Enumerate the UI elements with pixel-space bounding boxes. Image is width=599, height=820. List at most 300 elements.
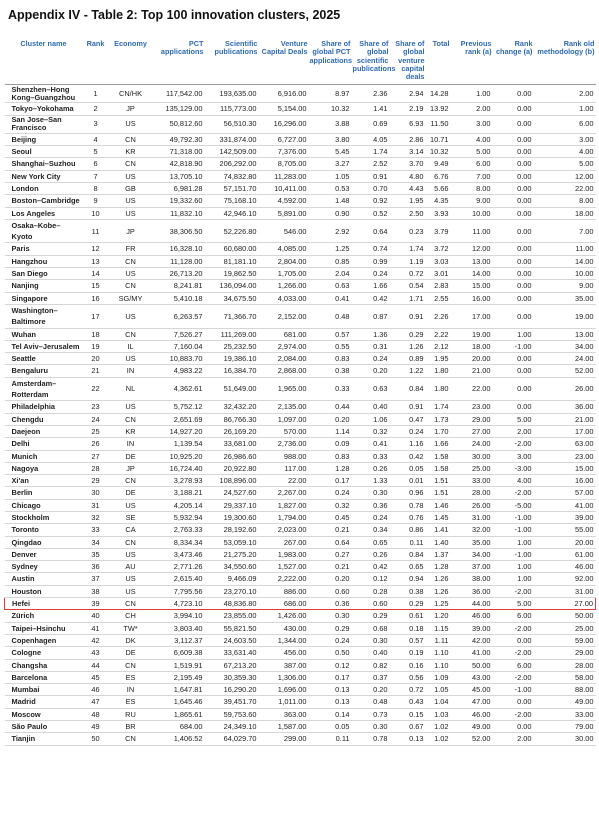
cell-economy: KR <box>109 425 153 437</box>
cell-share-pct: 0.11 <box>309 733 352 745</box>
cell-scientific-publications: 81,181.10 <box>205 255 259 267</box>
cell-share-publications: 0.48 <box>352 696 390 708</box>
table-row <box>5 353 596 365</box>
cell-rank-change: 4.00 <box>493 475 534 487</box>
cell-rank: 44 <box>83 659 109 671</box>
cell-economy: US <box>109 401 153 413</box>
cell-rank-old-methodology: 16.00 <box>534 475 596 487</box>
cell-venture-capital-deals: 1,344.00 <box>259 634 309 646</box>
cell-share-vc: 1.22 <box>390 365 426 377</box>
cell-share-pct: 5.45 <box>309 146 352 158</box>
cell-rank: 24 <box>83 413 109 425</box>
cell-total: 1.95 <box>426 353 451 365</box>
cell-scientific-publications: 60,680.00 <box>205 243 259 255</box>
cell-share-pct: 1.14 <box>309 425 352 437</box>
cell-economy: BR <box>109 721 153 733</box>
cell-scientific-publications: 16,384.70 <box>205 365 259 377</box>
cell-rank: 26 <box>83 438 109 450</box>
cell-pct-applications: 1,645.46 <box>153 696 205 708</box>
cell-venture-capital-deals: 1,011.00 <box>259 696 309 708</box>
cell-rank-change: 6.00 <box>493 610 534 622</box>
cell-share-pct: 0.13 <box>309 684 352 696</box>
cell-rank-old-methodology: 8.00 <box>534 195 596 207</box>
cell-rank-change: 6.00 <box>493 659 534 671</box>
cell-share-publications: 0.24 <box>352 353 390 365</box>
cell-pct-applications: 2,651.69 <box>153 413 205 425</box>
cell-share-pct: 0.63 <box>309 280 352 292</box>
cell-cluster-name: Moscow <box>5 708 83 720</box>
cell-share-pct: 0.36 <box>309 598 352 610</box>
table-row <box>5 708 596 720</box>
cell-share-publications: 0.74 <box>352 243 390 255</box>
cell-venture-capital-deals: 7,376.00 <box>259 146 309 158</box>
cell-rank: 4 <box>83 133 109 145</box>
cell-rank: 42 <box>83 634 109 646</box>
cell-venture-capital-deals: 11,283.00 <box>259 170 309 182</box>
cell-venture-capital-deals: 5,891.00 <box>259 207 309 219</box>
cell-economy: IN <box>109 684 153 696</box>
cell-rank: 39 <box>83 598 109 610</box>
cell-pct-applications: 2,763.33 <box>153 524 205 536</box>
cell-pct-applications: 7,795.56 <box>153 585 205 597</box>
table-row <box>5 425 596 437</box>
cell-scientific-publications: 25,232.50 <box>205 340 259 352</box>
cell-total: 3.79 <box>426 219 451 243</box>
cell-rank-change: 0.00 <box>493 292 534 304</box>
table-row <box>5 622 596 634</box>
cell-rank-change: 0.00 <box>493 268 534 280</box>
cell-rank-old-methodology: 34.00 <box>534 340 596 352</box>
cell-share-pct: 0.85 <box>309 255 352 267</box>
cell-economy: CN <box>109 255 153 267</box>
cell-total: 3.93 <box>426 207 451 219</box>
cell-pct-applications: 13,705.10 <box>153 170 205 182</box>
cell-economy: DE <box>109 647 153 659</box>
cell-share-publications: 0.26 <box>352 548 390 560</box>
cell-share-pct: 0.32 <box>309 499 352 511</box>
cell-previous-rank: 52.00 <box>451 733 493 745</box>
cell-rank: 50 <box>83 733 109 745</box>
cell-scientific-publications: 9,466.09 <box>205 573 259 585</box>
cell-previous-rank: 16.00 <box>451 292 493 304</box>
cell-total: 3.72 <box>426 243 451 255</box>
cell-cluster-name: Boston–Cambridge <box>5 195 83 207</box>
table-row <box>5 207 596 219</box>
cell-rank-change: 0.00 <box>493 721 534 733</box>
table-row <box>5 146 596 158</box>
table-row <box>5 610 596 622</box>
cell-share-pct: 0.21 <box>309 561 352 573</box>
cell-total: 1.66 <box>426 438 451 450</box>
cell-share-publications: 0.60 <box>352 598 390 610</box>
cell-share-vc: 1.16 <box>390 438 426 450</box>
cell-venture-capital-deals: 4,592.00 <box>259 195 309 207</box>
cell-economy: US <box>109 115 153 133</box>
cell-cluster-name: Toronto <box>5 524 83 536</box>
cell-rank-old-methodology: 63.00 <box>534 438 596 450</box>
cell-cluster-name: Chengdu <box>5 413 83 425</box>
cell-share-vc: 4.80 <box>390 170 426 182</box>
cell-previous-rank: 28.00 <box>451 487 493 499</box>
cell-venture-capital-deals: 8,705.00 <box>259 158 309 170</box>
cell-previous-rank: 26.00 <box>451 499 493 511</box>
cell-cluster-name: Austin <box>5 573 83 585</box>
cell-total: 1.45 <box>426 511 451 523</box>
cell-cluster-name: Berlin <box>5 487 83 499</box>
cell-cluster-name: Tokyo–Yokohama <box>5 103 83 115</box>
cell-venture-capital-deals: 2,736.00 <box>259 438 309 450</box>
cell-rank-old-methodology: 3.00 <box>534 133 596 145</box>
cell-venture-capital-deals: 1,965.00 <box>259 377 309 401</box>
cell-scientific-publications: 75,168.10 <box>205 195 259 207</box>
table-row <box>5 450 596 462</box>
cell-rank-change: 0.00 <box>493 243 534 255</box>
cell-scientific-publications: 86,766.30 <box>205 413 259 425</box>
cell-scientific-publications: 74,832.80 <box>205 170 259 182</box>
cell-share-publications: 0.32 <box>352 425 390 437</box>
cell-rank-old-methodology: 35.00 <box>534 292 596 304</box>
cell-cluster-name: Sydney <box>5 561 83 573</box>
cell-previous-rank: 31.00 <box>451 511 493 523</box>
cell-total: 2.22 <box>426 328 451 340</box>
cell-venture-capital-deals: 686.00 <box>259 598 309 610</box>
cell-rank-old-methodology: 10.00 <box>534 268 596 280</box>
table-row <box>5 255 596 267</box>
cell-pct-applications: 5,932.94 <box>153 511 205 523</box>
cell-total: 1.04 <box>426 696 451 708</box>
cell-economy: US <box>109 207 153 219</box>
cell-rank-change: -1.00 <box>493 340 534 352</box>
cell-rank: 27 <box>83 450 109 462</box>
cell-previous-rank: 32.00 <box>451 524 493 536</box>
table-row <box>5 733 596 745</box>
col-header-cluster-name: Cluster name <box>5 40 83 85</box>
col-header-rank: Rank <box>83 40 109 85</box>
cell-pct-applications: 50,812.60 <box>153 115 205 133</box>
table-row <box>5 684 596 696</box>
cell-scientific-publications: 53,059.10 <box>205 536 259 548</box>
cell-rank-change: 1.00 <box>493 561 534 573</box>
table-row <box>5 133 596 145</box>
cell-cluster-name: Xi'an <box>5 475 83 487</box>
cell-pct-applications: 3,473.46 <box>153 548 205 560</box>
cell-previous-rank: 33.00 <box>451 475 493 487</box>
cell-venture-capital-deals: 267.00 <box>259 536 309 548</box>
cell-previous-rank: 50.00 <box>451 659 493 671</box>
cell-share-vc: 3.14 <box>390 146 426 158</box>
cell-rank-old-methodology: 61.00 <box>534 548 596 560</box>
table-row <box>5 158 596 170</box>
cell-share-publications: 2.36 <box>352 85 390 103</box>
cell-share-publications: 1.06 <box>352 413 390 425</box>
cell-share-publications: 0.24 <box>352 511 390 523</box>
cell-scientific-publications: 19,386.10 <box>205 353 259 365</box>
cell-economy: CN <box>109 598 153 610</box>
cell-venture-capital-deals: 2,974.00 <box>259 340 309 352</box>
cell-cluster-name: Cologne <box>5 647 83 659</box>
cell-pct-applications: 7,160.04 <box>153 340 205 352</box>
cell-share-vc: 2.19 <box>390 103 426 115</box>
cell-share-publications: 0.31 <box>352 340 390 352</box>
cell-share-publications: 0.42 <box>352 292 390 304</box>
cell-share-publications: 0.91 <box>352 170 390 182</box>
cell-share-vc: 0.15 <box>390 708 426 720</box>
table-row <box>5 280 596 292</box>
cell-rank-change: -1.00 <box>493 511 534 523</box>
cell-rank-change: 0.00 <box>493 133 534 145</box>
cell-scientific-publications: 26,986.60 <box>205 450 259 462</box>
cell-economy: CA <box>109 524 153 536</box>
cell-venture-capital-deals: 1,097.00 <box>259 413 309 425</box>
cell-cluster-name: Seoul <box>5 146 83 158</box>
cell-venture-capital-deals: 1,696.00 <box>259 684 309 696</box>
cell-pct-applications: 14,927.20 <box>153 425 205 437</box>
cell-pct-applications: 1,139.54 <box>153 438 205 450</box>
cell-share-vc: 0.72 <box>390 684 426 696</box>
cell-rank: 22 <box>83 377 109 401</box>
cell-share-vc: 0.23 <box>390 219 426 243</box>
cell-share-pct: 0.83 <box>309 353 352 365</box>
cell-share-publications: 0.64 <box>352 219 390 243</box>
table-row <box>5 634 596 646</box>
col-header-scientific-publications: Scientific publications <box>205 40 259 85</box>
cell-share-vc: 0.65 <box>390 561 426 573</box>
cell-share-pct: 0.29 <box>309 622 352 634</box>
cell-share-pct: 0.17 <box>309 475 352 487</box>
cell-venture-capital-deals: 988.00 <box>259 450 309 462</box>
table-row <box>5 268 596 280</box>
cell-venture-capital-deals: 2,023.00 <box>259 524 309 536</box>
cell-previous-rank: 1.00 <box>451 85 493 103</box>
cell-economy: DK <box>109 634 153 646</box>
cell-venture-capital-deals: 886.00 <box>259 585 309 597</box>
table-row <box>5 573 596 585</box>
cell-share-pct: 0.48 <box>309 304 352 328</box>
cell-total: 2.55 <box>426 292 451 304</box>
cell-share-pct: 8.97 <box>309 85 352 103</box>
cell-share-publications: 0.40 <box>352 647 390 659</box>
cell-previous-rank: 29.00 <box>451 413 493 425</box>
cell-previous-rank: 46.00 <box>451 610 493 622</box>
cell-cluster-name: Shanghai–Suzhou <box>5 158 83 170</box>
col-header-rank-old-methodology: Rank old methodology (b) <box>534 40 596 85</box>
cell-rank-change: -2.00 <box>493 622 534 634</box>
table-body <box>5 85 596 745</box>
cell-scientific-publications: 48,836.80 <box>205 598 259 610</box>
cell-rank-old-methodology: 58.00 <box>534 671 596 683</box>
cell-economy: ES <box>109 671 153 683</box>
col-header-pct-applications: PCT applications <box>153 40 205 85</box>
cell-share-vc: 0.91 <box>390 304 426 328</box>
cell-economy: US <box>109 304 153 328</box>
cell-scientific-publications: 206,292.00 <box>205 158 259 170</box>
cell-rank-old-methodology: 14.00 <box>534 255 596 267</box>
cell-economy: FR <box>109 243 153 255</box>
col-header-share-pct: Share of global PCT applications <box>309 40 352 85</box>
cell-cluster-name: Barcelona <box>5 671 83 683</box>
cell-venture-capital-deals: 22.00 <box>259 475 309 487</box>
cell-rank-old-methodology: 5.00 <box>534 158 596 170</box>
cell-scientific-publications: 23,270.10 <box>205 585 259 597</box>
cell-economy: JP <box>109 103 153 115</box>
cell-venture-capital-deals: 5,154.00 <box>259 103 309 115</box>
table-row <box>5 487 596 499</box>
cell-rank: 8 <box>83 182 109 194</box>
cell-total: 1.11 <box>426 634 451 646</box>
cell-rank: 28 <box>83 462 109 474</box>
cell-previous-rank: 37.00 <box>451 561 493 573</box>
cell-rank-old-methodology: 79.00 <box>534 721 596 733</box>
cell-cluster-name: Washington–Baltimore <box>5 304 83 328</box>
cell-venture-capital-deals: 387.00 <box>259 659 309 671</box>
table-row <box>5 696 596 708</box>
cell-venture-capital-deals: 10,411.00 <box>259 182 309 194</box>
cell-venture-capital-deals: 2,267.00 <box>259 487 309 499</box>
cell-rank-change: 0.00 <box>493 365 534 377</box>
cell-total: 10.71 <box>426 133 451 145</box>
cell-economy: KR <box>109 146 153 158</box>
cell-previous-rank: 24.00 <box>451 438 493 450</box>
cell-pct-applications: 1,406.52 <box>153 733 205 745</box>
cell-pct-applications: 16,724.40 <box>153 462 205 474</box>
cell-pct-applications: 38,306.50 <box>153 219 205 243</box>
cell-cluster-name: Singapore <box>5 292 83 304</box>
cell-rank-old-methodology: 15.00 <box>534 462 596 474</box>
cell-pct-applications: 3,803.40 <box>153 622 205 634</box>
cell-rank: 14 <box>83 268 109 280</box>
cell-venture-capital-deals: 299.00 <box>259 733 309 745</box>
cell-share-publications: 0.26 <box>352 462 390 474</box>
cell-cluster-name: Madrid <box>5 696 83 708</box>
cell-previous-rank: 49.00 <box>451 721 493 733</box>
cell-venture-capital-deals: 2,084.00 <box>259 353 309 365</box>
cell-previous-rank: 47.00 <box>451 696 493 708</box>
cell-share-pct: 0.83 <box>309 450 352 462</box>
cell-total: 3.01 <box>426 268 451 280</box>
cell-rank-old-methodology: 26.00 <box>534 377 596 401</box>
cell-share-vc: 0.13 <box>390 733 426 745</box>
cell-rank-change: -2.00 <box>493 647 534 659</box>
table-row <box>5 182 596 194</box>
cell-scientific-publications: 136,094.00 <box>205 280 259 292</box>
cell-total: 3.03 <box>426 255 451 267</box>
cell-previous-rank: 43.00 <box>451 671 493 683</box>
cell-rank-old-methodology: 55.00 <box>534 524 596 536</box>
cell-scientific-publications: 64,029.70 <box>205 733 259 745</box>
cell-total: 10.32 <box>426 146 451 158</box>
cell-pct-applications: 19,332.60 <box>153 195 205 207</box>
cell-share-publications: 0.68 <box>352 622 390 634</box>
cell-rank: 13 <box>83 255 109 267</box>
cell-pct-applications: 8,334.34 <box>153 536 205 548</box>
cell-economy: US <box>109 499 153 511</box>
cell-share-vc: 0.43 <box>390 696 426 708</box>
cell-share-publications: 0.20 <box>352 684 390 696</box>
cell-economy: DE <box>109 487 153 499</box>
cell-share-publications: 0.36 <box>352 499 390 511</box>
cell-share-publications: 1.36 <box>352 328 390 340</box>
cell-pct-applications: 2,771.26 <box>153 561 205 573</box>
cell-share-publications: 0.20 <box>352 365 390 377</box>
cell-cluster-name: San Jose–San Francisco <box>5 115 83 133</box>
cell-rank: 41 <box>83 622 109 634</box>
table-row <box>5 340 596 352</box>
cell-share-vc: 0.38 <box>390 585 426 597</box>
cell-rank-old-methodology: 2.00 <box>534 85 596 103</box>
cell-total: 14.28 <box>426 85 451 103</box>
cell-previous-rank: 23.00 <box>451 401 493 413</box>
cell-share-vc: 0.42 <box>390 450 426 462</box>
cell-total: 1.05 <box>426 684 451 696</box>
cell-share-pct: 0.45 <box>309 511 352 523</box>
cell-scientific-publications: 30,359.30 <box>205 671 259 683</box>
cell-rank: 17 <box>83 304 109 328</box>
cell-total: 1.41 <box>426 524 451 536</box>
cell-share-pct: 0.38 <box>309 365 352 377</box>
cell-economy: US <box>109 573 153 585</box>
cell-total: 1.10 <box>426 659 451 671</box>
cell-economy: DE <box>109 450 153 462</box>
cell-total: 4.35 <box>426 195 451 207</box>
cell-venture-capital-deals: 16,296.00 <box>259 115 309 133</box>
cell-pct-applications: 2,615.40 <box>153 573 205 585</box>
cell-share-vc: 0.84 <box>390 377 426 401</box>
table-row <box>5 438 596 450</box>
table-title: Appendix IV - Table 2: Top 100 innovation clusters, 2025 <box>8 8 341 22</box>
cell-share-vc: 0.19 <box>390 647 426 659</box>
cell-previous-rank: 41.00 <box>451 647 493 659</box>
cell-cluster-name: São Paulo <box>5 721 83 733</box>
cell-total: 1.09 <box>426 671 451 683</box>
cell-rank-old-methodology: 22.00 <box>534 182 596 194</box>
cell-total: 1.26 <box>426 585 451 597</box>
cell-scientific-publications: 20,922.80 <box>205 462 259 474</box>
col-header-previous-rank: Previous rank (a) <box>451 40 493 85</box>
col-header-share-vc: Share of global venture capital deals <box>390 40 426 85</box>
cell-pct-applications: 135,129.00 <box>153 103 205 115</box>
cell-economy: SE <box>109 511 153 523</box>
cell-pct-applications: 1,647.81 <box>153 684 205 696</box>
cell-share-pct: 2.92 <box>309 219 352 243</box>
cell-economy: SG/MY <box>109 292 153 304</box>
cell-rank-change: -1.00 <box>493 684 534 696</box>
table-row <box>5 659 596 671</box>
cell-share-vc: 0.11 <box>390 536 426 548</box>
cell-total: 9.49 <box>426 158 451 170</box>
cell-rank-old-methodology: 24.00 <box>534 353 596 365</box>
cell-rank-change: 1.00 <box>493 536 534 548</box>
cell-rank-change: 0.00 <box>493 146 534 158</box>
cell-share-pct: 0.60 <box>309 585 352 597</box>
cell-pct-applications: 42,818.90 <box>153 158 205 170</box>
cell-cluster-name: Hefei <box>5 598 83 610</box>
cell-rank-change: 0.00 <box>493 377 534 401</box>
cell-rank-old-methodology: 28.00 <box>534 659 596 671</box>
cell-rank-change: 5.00 <box>493 413 534 425</box>
cell-share-vc: 1.74 <box>390 243 426 255</box>
cell-share-publications: 0.40 <box>352 401 390 413</box>
cell-scientific-publications: 56,510.30 <box>205 115 259 133</box>
header-row <box>5 40 596 85</box>
cell-previous-rank: 34.00 <box>451 548 493 560</box>
cell-venture-capital-deals: 6,916.00 <box>259 85 309 103</box>
cell-rank-old-methodology: 59.00 <box>534 634 596 646</box>
cell-economy: CN <box>109 733 153 745</box>
cell-cluster-name: San Diego <box>5 268 83 280</box>
cell-venture-capital-deals: 2,804.00 <box>259 255 309 267</box>
cell-share-vc: 0.29 <box>390 598 426 610</box>
cell-total: 1.40 <box>426 536 451 548</box>
